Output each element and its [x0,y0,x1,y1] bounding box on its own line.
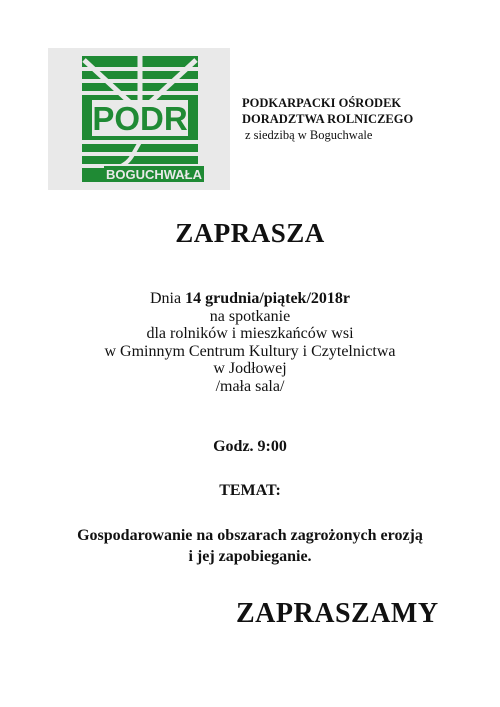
organization-line-3: z siedzibą w Boguchwale [245,128,373,142]
organization-line-2: DORADZTWA ROLNICZEGO [242,112,414,126]
event-line-5: w Jodłowej [213,360,287,378]
topic-label: TEMAT: [219,482,281,499]
podr-logo [48,48,230,190]
event-date-line [70,290,430,308]
podr-logo-emblem [48,48,230,190]
logo-place: BOGUCHWAŁA [105,167,203,182]
event-line-2: na spotkanie [209,307,291,325]
closing-invitation: ZAPRASZAMY [236,598,439,629]
organization-line-1: PODKARPACKI OŚRODEK [242,96,402,110]
logo-acronym: PODR [92,100,188,137]
event-line-4: w Gminnym Centrum Kultury i Czytelnictwa [104,342,396,360]
event-line-6: /mała sala/ [215,377,285,395]
event-date-prefix: Dnia [149,290,186,307]
topic-text [20,525,480,567]
event-details [70,290,430,396]
topic-line-2: i jej zapobieganie. [188,548,312,565]
event-hour: Godz. 9:00 [213,438,287,455]
topic-line-1: Gospodarowanie na obszarach zagrożonych erozją [77,527,423,544]
event-line-3: dla rolników i mieszkańców wsi [146,325,354,343]
event-date: 14 grudnia/piątek/2018r [185,290,350,307]
invite-heading: ZAPRASZA [175,218,325,248]
organization-name [242,95,492,143]
